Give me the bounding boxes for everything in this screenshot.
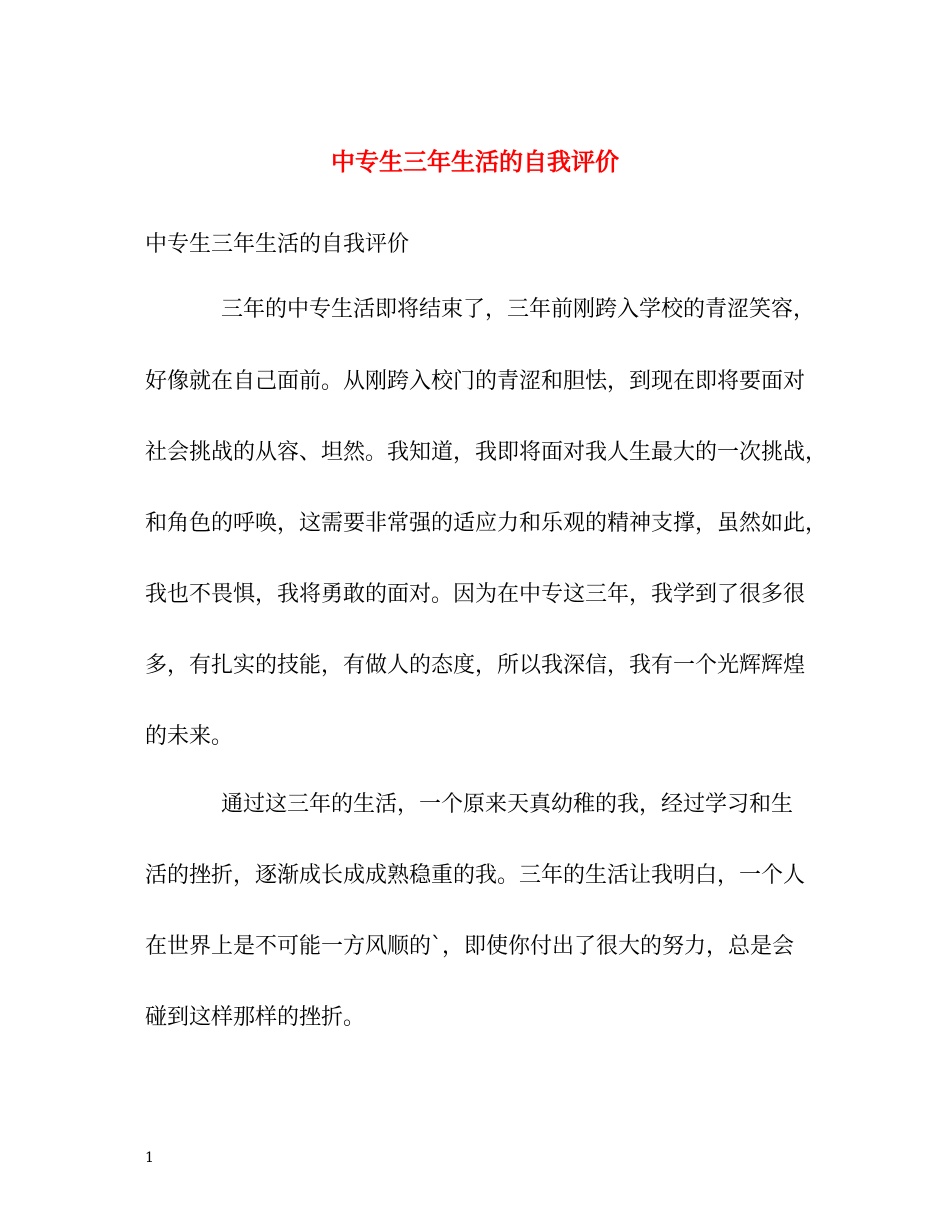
subtitle-line: 中专生三年生活的自我评价 — [145, 232, 410, 257]
paragraph-1-line-1: 三年的中专生活即将结束了，三年前刚跨入学校的青涩笑容， — [221, 297, 816, 322]
paragraph-1-line-2: 好像就在自己面前。从刚跨入校门的青涩和胆怯，到现在即将要面对 — [145, 369, 806, 394]
paragraph-1-line-7: 的未来。 — [145, 724, 234, 749]
paragraph-2-line-1: 通过这三年的生活，一个原来天真幼稚的我，经过学习和生 — [221, 792, 794, 817]
paragraph-1-line-6: 多，有扎实的技能，有做人的态度，所以我深信，我有一个光辉辉煌 — [145, 653, 806, 678]
paragraph-1-line-3: 社会挑战的从容、坦然。我知道，我即将面对我人生最大的一次挑战， — [145, 440, 828, 465]
paragraph-2-line-4: 碰到这样那样的挫折。 — [145, 1005, 366, 1030]
paragraph-1-line-5: 我也不畏惧，我将勇敢的面对。因为在中专这三年，我学到了很多很 — [145, 582, 806, 607]
paragraph-2-line-2: 活的挫折，逐渐成长成成熟稳重的我。三年的生活让我明白，一个人 — [145, 863, 806, 888]
page-number: 1 — [145, 1150, 154, 1166]
paragraph-1-line-4: 和角色的呼唤，这需要非常强的适应力和乐观的精神支撑，虽然如此， — [145, 511, 828, 536]
document-title: 中专生三年生活的自我评价 — [331, 147, 619, 176]
paragraph-2-line-3: 在世界上是不可能一方风顺的`，即使你付出了很大的努力，总是会 — [145, 934, 795, 959]
